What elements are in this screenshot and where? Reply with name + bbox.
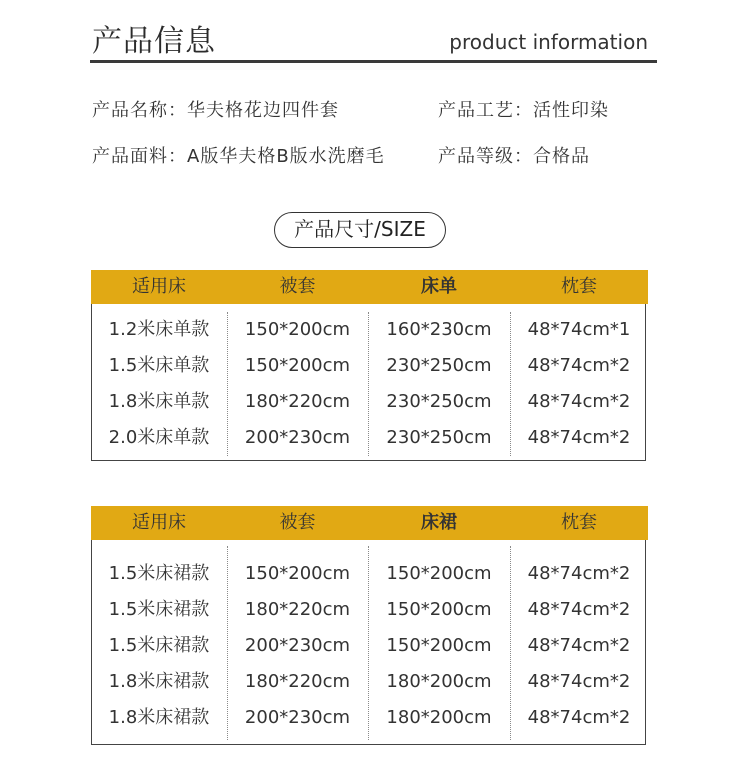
- cell-bed-skirt: 180*200cm: [386, 671, 492, 692]
- cell-pillowcase: 48*74cm*2: [527, 355, 631, 376]
- cell-bed: 1.8米床单款: [108, 391, 210, 412]
- page-title: 产品信息: [92, 24, 216, 59]
- cell-bed: 2.0米床单款: [108, 427, 210, 448]
- cell-duvet: 180*220cm: [244, 599, 351, 620]
- header-duvet: 被套: [279, 512, 316, 533]
- header-bed-skirt: 床裙: [421, 512, 457, 533]
- cell-sheet: 230*250cm: [386, 355, 492, 376]
- cell-pillowcase: 48*74cm*2: [527, 707, 631, 728]
- cell-pillowcase: 48*74cm*2: [527, 563, 631, 584]
- cell-duvet: 200*230cm: [244, 427, 351, 448]
- cell-bed-skirt: 180*200cm: [386, 707, 492, 728]
- product-fabric: 产品面料：A版华夫格B版水洗磨毛: [92, 146, 385, 167]
- cell-sheet: 230*250cm: [386, 391, 492, 412]
- header-sheet: 床单: [421, 276, 457, 297]
- table-header-sheet: [91, 270, 648, 304]
- table-row: [91, 556, 648, 592]
- table-row: [91, 628, 648, 664]
- table-row: [91, 312, 648, 348]
- cell-duvet: 150*200cm: [244, 319, 351, 340]
- header-pillowcase: 枕套: [561, 512, 597, 533]
- cell-duvet: 150*200cm: [244, 355, 351, 376]
- cell-pillowcase: 48*74cm*1: [527, 319, 631, 340]
- cell-bed: 1.8米床裙款: [108, 707, 210, 728]
- product-name: 产品名称：华夫格花边四件套: [92, 100, 339, 121]
- cell-bed: 1.2米床单款: [108, 319, 210, 340]
- cell-duvet: 180*220cm: [244, 391, 351, 412]
- cell-bed: 1.5米床裙款: [108, 599, 210, 620]
- cell-bed: 1.8米床裙款: [108, 671, 210, 692]
- cell-sheet: 230*250cm: [386, 427, 492, 448]
- cell-bed: 1.5米床裙款: [108, 563, 210, 584]
- table-row: [91, 420, 648, 456]
- cell-bed: 1.5米床单款: [108, 355, 210, 376]
- cell-duvet: 200*230cm: [244, 635, 351, 656]
- cell-pillowcase: 48*74cm*2: [527, 599, 631, 620]
- size-badge: 产品尺寸/SIZE: [274, 212, 446, 248]
- cell-pillowcase: 48*74cm*2: [527, 635, 631, 656]
- cell-bed-skirt: 150*200cm: [386, 635, 492, 656]
- cell-duvet: 180*220cm: [244, 671, 351, 692]
- cell-bed: 1.5米床裙款: [108, 635, 210, 656]
- cell-duvet: 200*230cm: [244, 707, 351, 728]
- table-row: [91, 700, 648, 736]
- cell-bed-skirt: 150*200cm: [386, 599, 492, 620]
- cell-pillowcase: 48*74cm*2: [527, 427, 631, 448]
- table-row: [91, 384, 648, 420]
- header-duvet: 被套: [279, 276, 316, 297]
- title-divider: [90, 60, 657, 63]
- cell-bed-skirt: 150*200cm: [386, 563, 492, 584]
- product-grade: 产品等级：合格品: [438, 146, 590, 167]
- header-pillowcase: 枕套: [561, 276, 597, 297]
- cell-pillowcase: 48*74cm*2: [527, 671, 631, 692]
- product-craft: 产品工艺：活性印染: [438, 100, 609, 121]
- header-bed: 适用床: [132, 276, 186, 297]
- table-row: [91, 348, 648, 384]
- cell-sheet: 160*230cm: [386, 319, 492, 340]
- cell-pillowcase: 48*74cm*2: [527, 391, 631, 412]
- table-row: [91, 664, 648, 700]
- cell-duvet: 150*200cm: [244, 563, 351, 584]
- page-subtitle: product information: [449, 30, 648, 54]
- table-header-skirt: [91, 506, 648, 540]
- table-row: [91, 592, 648, 628]
- header-bed: 适用床: [132, 512, 186, 533]
